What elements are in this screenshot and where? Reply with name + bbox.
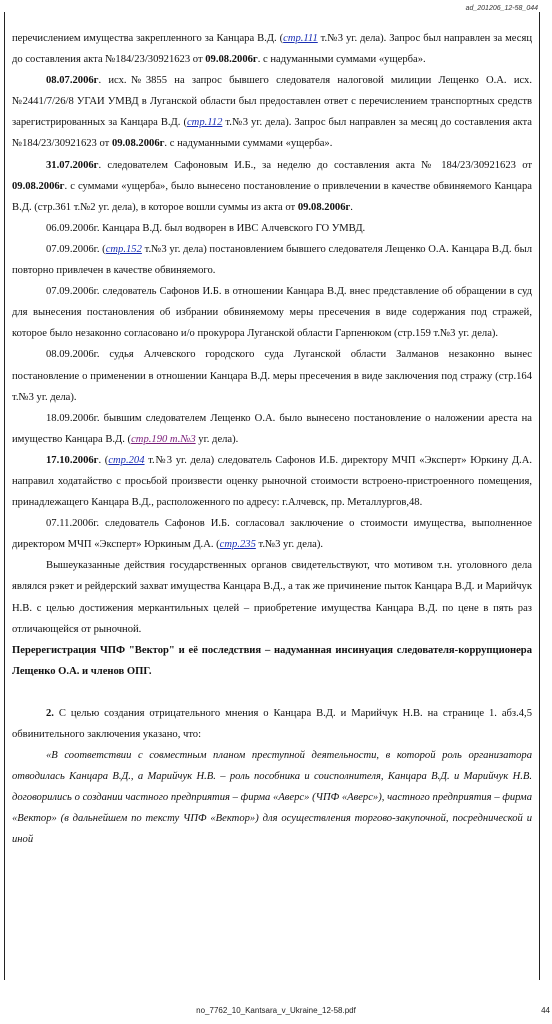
case-reference-link[interactable]: стр.152 xyxy=(105,243,142,255)
case-reference-link[interactable]: стр.235 xyxy=(219,539,256,551)
page-number: 44 xyxy=(541,1006,550,1015)
bold-date: 31.07.2006г xyxy=(46,159,99,171)
text: . с суммами «ущерба», было вынесено постановление о привлечении в качестве обвиняемого Канцара В.Д. (стр.361 т.№2 уг. дела), в которое вошли суммы из акта от xyxy=(12,180,532,213)
text: Вышеуказанные действия государственных органов свидетельствуют, что мотивом т.н. уголовного дела являлся рэкет и рейдерский захват имущества Канцара В.Д., а так же причинение пыток Канцара В.Д. и Марийчук Н.В. с целью достижения меркантильных целей – приобретение имущества Канцара В.Д. по цене в пять раз отличающейся от рыночной. xyxy=(12,560,532,635)
paragraph xyxy=(12,513,532,555)
text: «В соответствии с совместным планом преступной деятельности, в которой роль организатора отводилась Канцара В.Д., а Марийчук Н.В. – роль пособника и соисполнителя, Канцара В.Д. и Марийчук Н.В. договорились о создании частного предприятия – фирма «Аверс» (ЧПФ «Аверс»), частного предприятия – фирма «Вектор» (в дальнейшем по тексту ЧПФ «Вектор») для осуществления торгово-закупочной, посреднической и иной xyxy=(12,750,532,846)
text: . с надуманными суммами «ущерба». xyxy=(164,138,333,150)
paragraph xyxy=(12,555,532,639)
bold-date: 17.10.2006г xyxy=(46,454,99,466)
document-body xyxy=(12,28,532,851)
paragraph xyxy=(12,70,532,154)
section-heading xyxy=(12,640,532,682)
text: . xyxy=(350,201,353,213)
paragraph xyxy=(12,218,532,239)
text: т.№3 уг. дела) следователь Сафонов И.Б. директору МЧП «Эксперт» Юркину Д.А. направил ходатайство с просьбой произвести оценку рыночной стоимости встроено-пристроенного помещения, принадлежащего Канцара В.Д., расположенного по адресу: г.Алчевск, пр. Металлургов,48. xyxy=(12,454,533,509)
bold-date: 08.07.2006г xyxy=(46,75,99,87)
text: 07.09.2006г. следователь Сафонов И.Б. в отношении Канцара В.Д. внес представление об обращении в суд для вынесения постановления об избрании обвиняемому меры пресечения в виде содержания под стражей, которое было незаконно согласовано и/о прокурора Луганской области Гарпенюком (стр.159 т.№3 уг. дела). xyxy=(12,286,532,340)
case-reference-link[interactable]: стр.111 xyxy=(283,33,318,44)
text: С целью создания отрицательного мнения о Канцара В.Д. и Марийчук Н.В. на странице 1. абз.4,5 обвинительного заключения указано, что: xyxy=(12,707,532,740)
text: 06.09.2006г. Канцара В.Д. был водворен в ИВС Алчевского ГО УМВД. xyxy=(46,222,366,234)
text: т.№3 уг. дела). Запрос был направлен за месяц до составления акта №184/23/30921623 от xyxy=(12,33,532,66)
bold-date: 09.08.2006г xyxy=(12,180,65,192)
paragraph xyxy=(12,155,532,218)
paragraph xyxy=(12,281,532,344)
text: т.№3 уг. дела). xyxy=(255,539,324,551)
paragraph xyxy=(12,408,532,450)
document-reference: ad_201206_12-58_044 xyxy=(465,5,538,12)
text: . следователем Сафоновым И.Б., за неделю до составления акта № 184/23/30921623 от xyxy=(98,159,532,171)
bold-date: 09.08.2006г xyxy=(111,138,165,150)
bold-heading: Перерегистрация ЧПФ "Вектор" и её последствия – надуманная инсинуация следователя-коррупционера Лещенко О.А. и членов ОПГ. xyxy=(12,644,532,677)
text: . с надуманными суммами «ущерба». xyxy=(257,54,426,66)
footer-filename: no_7762_10_Kantsara_v_Ukraine_12-58.pdf xyxy=(196,1006,356,1015)
case-reference-link[interactable]: стр.190 т.№3 xyxy=(131,433,196,445)
text: перечислением имущества закрепленного за Канцара В.Д. ( xyxy=(12,33,284,44)
quoted-paragraph xyxy=(12,745,532,850)
case-reference-link[interactable]: стр.112 xyxy=(186,117,223,129)
text: т.№3 уг. дела). Запрос был направлен за месяц до составления акта №184/23/30921623 от xyxy=(12,117,532,150)
paragraph xyxy=(12,703,532,745)
text: 07.11.2006г. следователь Сафонов И.Б. согласовал заключение о стоимости имущества, выполненное директором МЧП «Эксперт» Юркиным Д.А. ( xyxy=(12,518,532,551)
paragraph xyxy=(12,239,532,281)
section-number: 2. xyxy=(46,707,54,719)
text: 07.09.2006г. ( xyxy=(46,243,106,255)
text: 08.09.2006г. судья Алчевского городского суда Луганской области Залманов незаконно вынес постановление о применении в отношении Канцара В.Д. меры пресечения в виде заключения под стражу (стр.164 т.№3 уг. дела). xyxy=(12,349,532,403)
text: уг. дела). xyxy=(195,433,239,445)
case-reference-link[interactable]: стр.204 xyxy=(108,454,145,466)
paragraph xyxy=(12,28,532,70)
paragraph xyxy=(12,450,532,513)
bold-date: 09.08.2006г xyxy=(297,201,351,213)
text: . ( xyxy=(98,454,109,466)
paragraph xyxy=(12,344,532,407)
text: 18.09.2006г. бывшим следователем Лещенко О.А. было вынесено постановление о наложении ареста на имущество Канцара В.Д. ( xyxy=(12,412,532,445)
text: . исх.№3855 на запрос бывшего следователя налоговой милиции Лещенко О.А. исх.№2441/7/26/8 УГАИ УМВД в Луганской области был предоставлен ответ с перечислением транспортных средств зарегистрированных за Канцара В.Д. ( xyxy=(12,75,532,129)
text: т.№3 уг. дела) постановлением бывшего следователя Лещенко О.А. Канцара В.Д. был повторно привлечен в качестве обвиняемого. xyxy=(12,243,532,277)
bold-date: 09.08.2006г xyxy=(205,54,258,66)
